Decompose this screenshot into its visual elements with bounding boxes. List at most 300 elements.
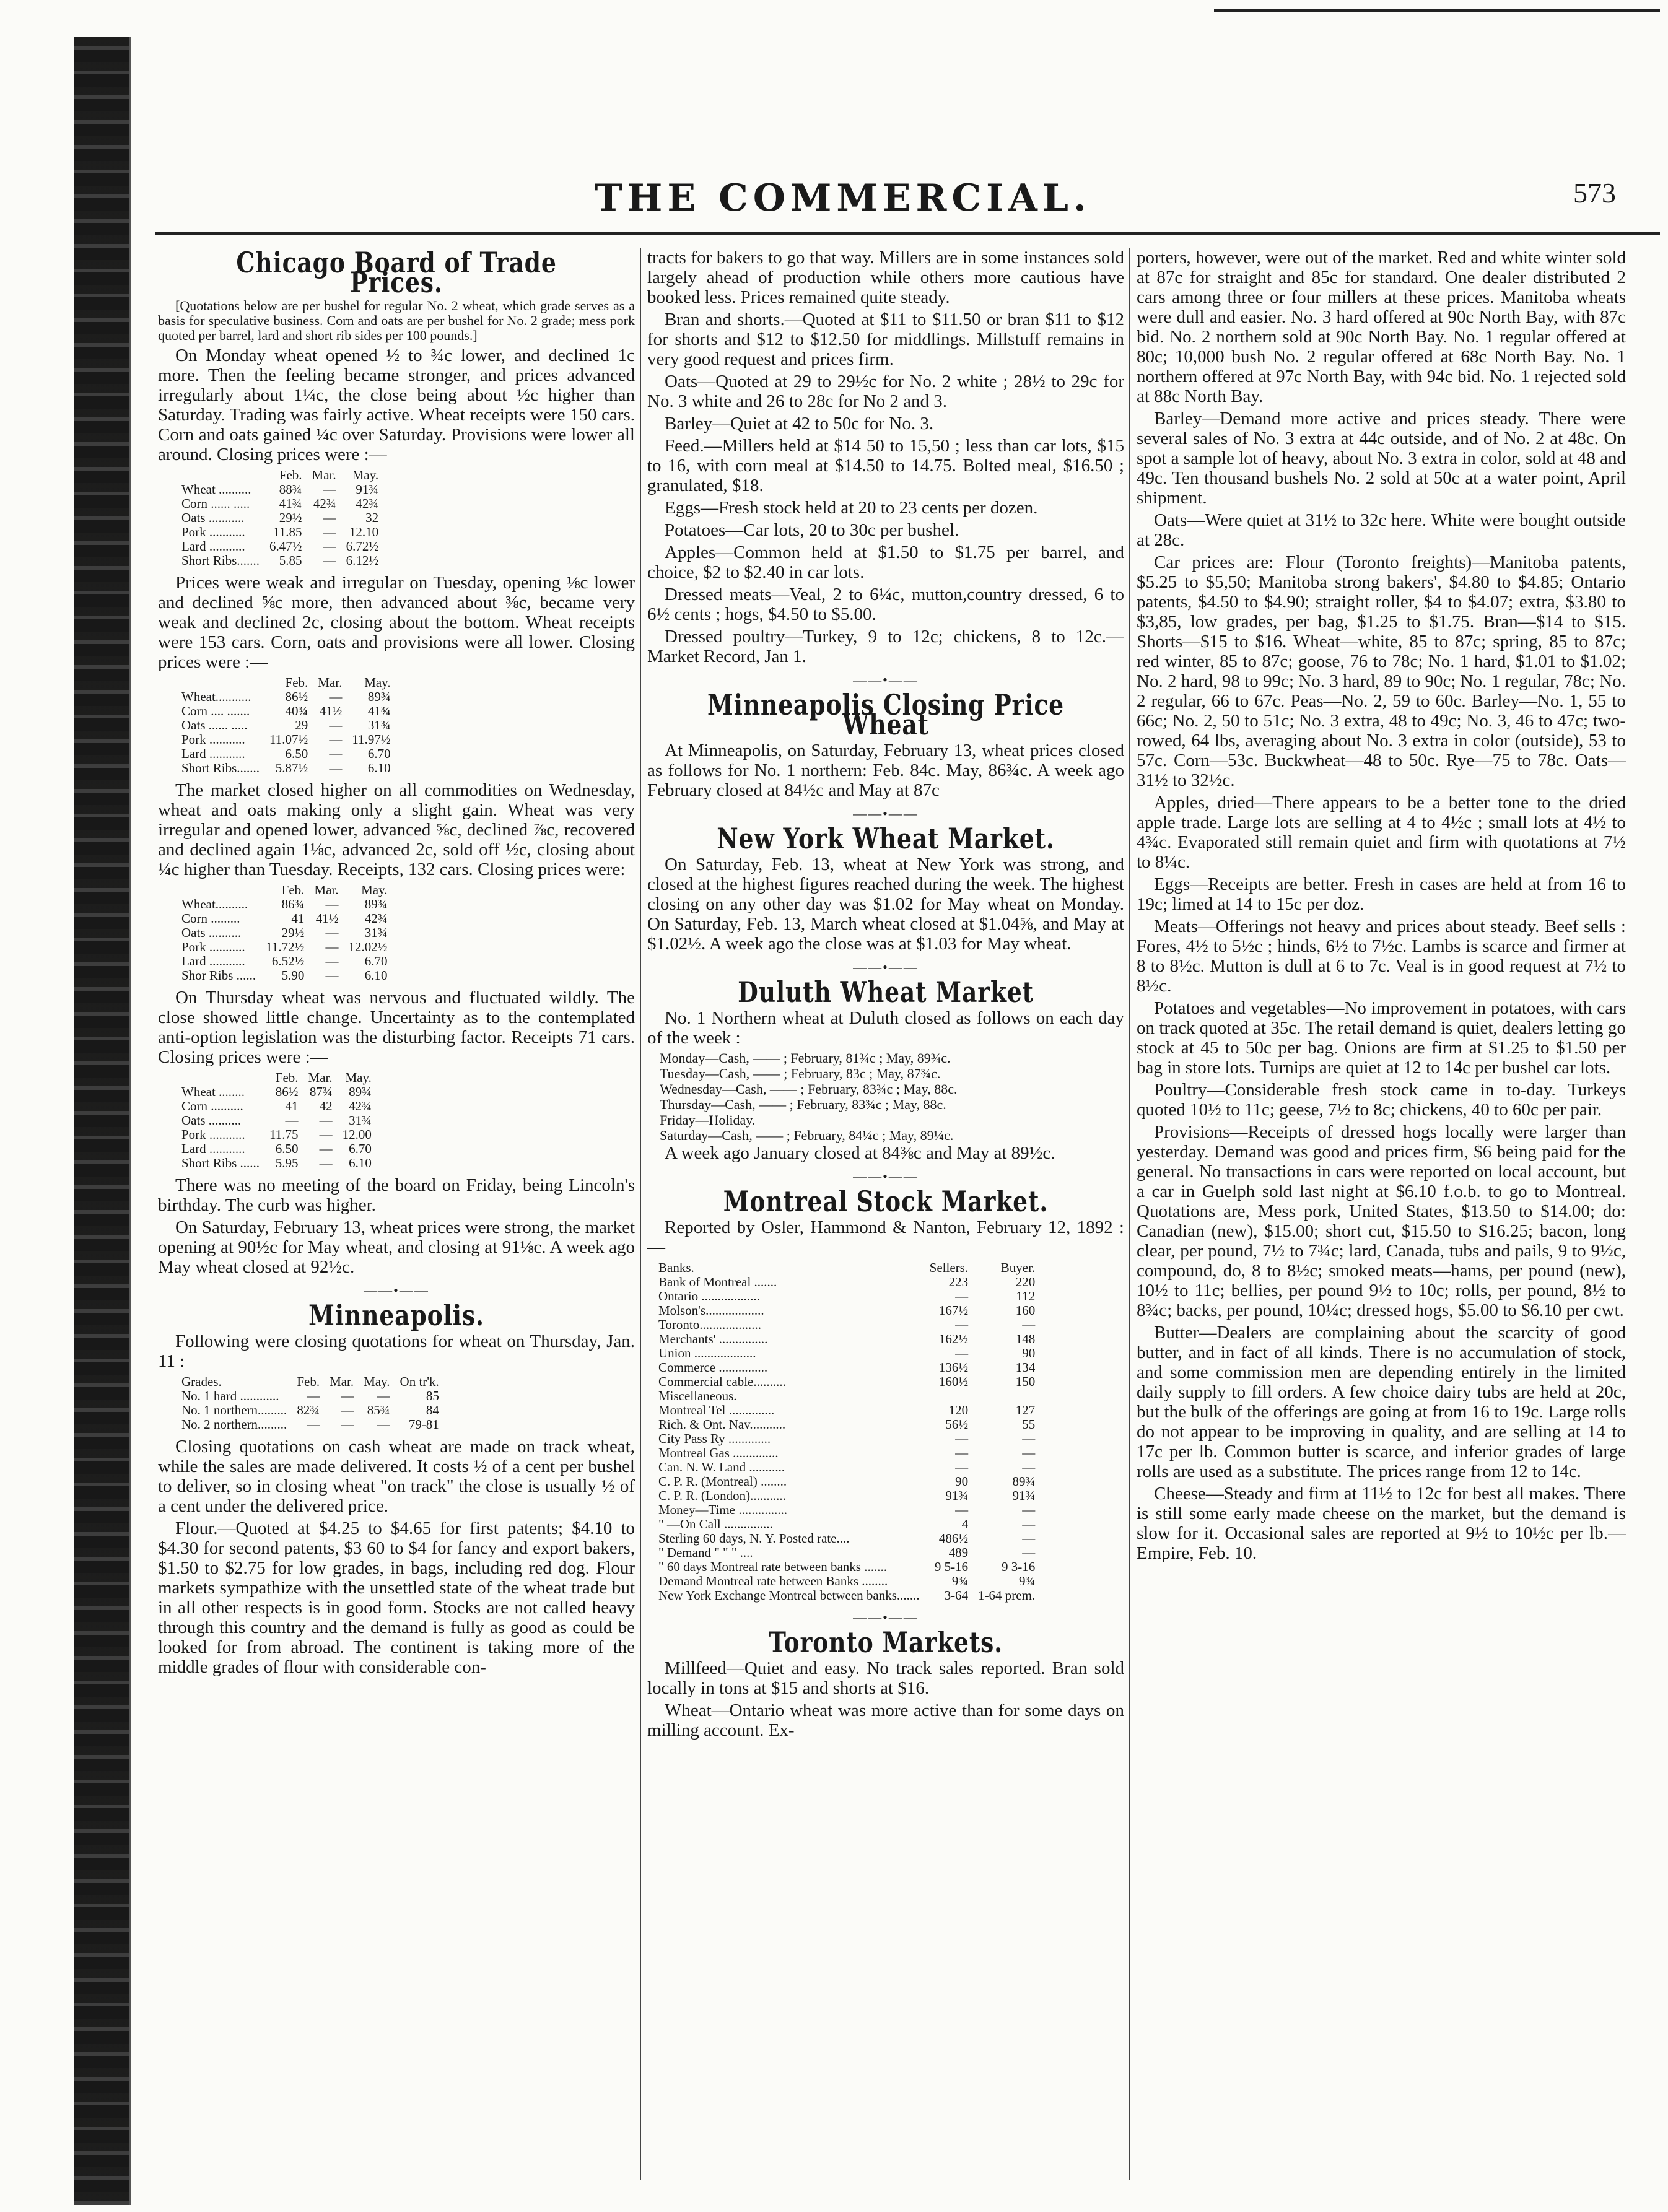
table-row	[653, 1375, 1040, 1389]
price-table	[177, 468, 383, 568]
paragraph: Following were closing quotations for wheat on Thursday, Jan. 11 :	[158, 1331, 635, 1371]
stock-table	[653, 1261, 1040, 1603]
table-cell: 32	[365, 510, 379, 525]
column-header: Mar.	[318, 675, 343, 690]
table-cell: —	[329, 718, 343, 733]
column-header: Feb.	[285, 675, 308, 690]
table-cell: —	[1022, 1531, 1036, 1546]
column-header: Feb.	[279, 468, 302, 482]
table-cell: 486½	[938, 1531, 969, 1546]
table-cell: 6.70	[349, 1141, 372, 1156]
table-row	[177, 761, 396, 775]
separator: ——•——	[853, 1169, 919, 1184]
separator: ——•——	[853, 672, 919, 687]
table-row	[653, 1460, 1040, 1474]
table-cell: 41½	[315, 911, 339, 926]
table-cell: —	[325, 897, 339, 912]
table-cell: —	[955, 1431, 969, 1446]
column-header: Feb.	[275, 1070, 299, 1085]
table-cell: —	[955, 1502, 969, 1517]
paragraph: Apples—Common held at $1.50 to $1.75 per barrel, and choice, $2 to $2.40 in car lots.	[647, 542, 1124, 582]
scan-binding-edge	[74, 37, 130, 2205]
table-cell: 88¾	[279, 482, 302, 497]
list-item: Saturday—Cash, —— ; February, 84¼c ; May, 89¼c.	[660, 1128, 954, 1143]
table-cell: —	[1022, 1431, 1036, 1446]
paragraph: Cheese—Steady and firm at 11½ to 12c for best all makes. There is still some early made cheese on the market, but the demand is slow for it. Occasional sales are reported at 9½ to 10½c per lb.—Empire, Feb. 10.	[1137, 1484, 1626, 1563]
table-row	[177, 525, 383, 539]
table-cell: —	[1022, 1502, 1036, 1517]
table-cell: 127	[1015, 1403, 1036, 1417]
table-row	[177, 747, 396, 761]
paragraph: Wheat—Ontario wheat was more active than for some days on milling account. Ex-	[647, 1700, 1124, 1740]
row-label: Oats ...... .....	[181, 718, 248, 733]
paragraph: At Minneapolis, on Saturday, February 13, wheat prices closed as follows for No. 1 northern: Feb. 84c. May, 86¾c. A week ago February closed at 84½c and May at 87c	[647, 741, 1124, 800]
paragraph: The market closed higher on all commodities on Wednesday, wheat and oats making only a slight gain. Wheat was very irregular and opened lower, advanced ⅝c, declined ⅞c, recovered and declined again 1⅛c, advanced 2c, sold off ½c, closing about ¼c higher than Tuesday. Receipts, 132 cars. Closing prices were:	[158, 780, 635, 879]
table-row	[177, 1113, 377, 1128]
column-header	[177, 468, 264, 482]
column-header: Mar.	[314, 882, 339, 897]
table-cell: 5.85	[279, 553, 302, 568]
row-label: Montreal Tel ..............	[658, 1403, 775, 1417]
table-cell: 136½	[938, 1360, 969, 1375]
table-cell: 42¾	[349, 1099, 372, 1113]
table-row	[177, 539, 383, 554]
table-row	[177, 1085, 377, 1099]
paragraph: Butter—Dealers are complaining about the scarcity of good butter, and in fact of all kinds. There is no accumulation of stock, and some commission men are depending entirely in the limited daily supply to fill orders. A few choice dairy tubs are held at 20c, but the bulk of the offerings are going at from 16 to 19c. Large rolls do not appear to be improving in quality, and are selling at 14 to 17c per lb. Common butter is scarce, and inferior grades of large rolls are used as a substitute. The prices range from 12 to 14c.	[1137, 1323, 1626, 1481]
table-header-row	[177, 468, 383, 482]
table-row	[177, 1128, 377, 1142]
table-cell: 134	[1015, 1360, 1036, 1375]
list-item: Wednesday—Cash, —— ; February, 83¾c ; May, 88c.	[660, 1081, 958, 1097]
paragraph: On Saturday, Feb. 13, wheat at New York was strong, and closed at the highest figures reached during the week. The highest closing on any other day was $1.02 for May wheat on Monday. On Saturday, Feb. 13, March wheat closed at $1.04⅝, and May at $1.02½. A week ago the close was at $1.03 for May wheat.	[647, 855, 1124, 954]
table-row	[177, 926, 393, 940]
row-label: Wheat ..........	[181, 482, 251, 497]
table-cell: 12.10	[349, 525, 379, 539]
column-header: Mar.	[330, 1374, 354, 1389]
table-cell: 41¾	[279, 496, 302, 511]
page-title: THE COMMERCIAL.	[595, 176, 1091, 220]
column-2	[647, 248, 1124, 2198]
column-header: Sellers.	[929, 1260, 969, 1275]
table-cell: —	[329, 732, 343, 747]
table-row	[177, 954, 393, 969]
table-cell: 9¾	[951, 1574, 969, 1588]
table-row	[177, 733, 396, 747]
column-1	[158, 248, 635, 2198]
table-cell: —	[285, 1113, 299, 1128]
table-row	[177, 1389, 444, 1403]
row-label: Wheat...........	[181, 689, 251, 704]
table-cell: 86½	[285, 689, 308, 704]
row-label: Oats ...........	[181, 510, 245, 525]
column-divider	[1129, 248, 1130, 2180]
table-cell: 112	[1016, 1289, 1036, 1304]
row-label: " —On Call ...............	[658, 1517, 773, 1531]
table-row	[177, 511, 383, 525]
table-cell: 5.90	[281, 968, 305, 983]
table-cell: —	[341, 1403, 354, 1417]
paragraph: On Monday wheat opened ½ to ¾c lower, and declined 1c more. Then the feeling became stronger, and prices advanced irregularly about 1¼c, the close being about ½c higher than Saturday. Trading was fairly active. Wheat receipts were 150 cars. Corn and oats gained ¼c over Saturday. Provisions were lower all around. Closing prices were :—	[158, 346, 635, 464]
table-cell: 6.10	[367, 760, 391, 775]
table-cell: —	[955, 1460, 969, 1474]
table-cell: 5.95	[275, 1156, 299, 1170]
paragraph: porters, however, were out of the market. Red and white winter sold at 87c for straight and 85c for standard. One dealer distributed 2 cars among three or four millers at these prices. Manitoba wheats were dull and easier. No. 3 hard offered at 90c North Bay, with 87c bid. No. 2 northern sold at 90c North Bay. No. 1 regular offered at 80c; 10,000 bush No. 2 regular offered at 68c North Bay. No. 1 northern offered at 97c North Bay, with 94c bid. No. 1 rejected sold at 88c North Bay.	[1137, 248, 1626, 406]
table-cell: —	[325, 939, 339, 954]
table-cell: 162½	[938, 1331, 969, 1346]
table-cell: 11.85	[273, 525, 302, 539]
table-row	[177, 1156, 377, 1170]
table-cell: 41½	[319, 703, 343, 718]
table-cell: —	[329, 689, 343, 704]
row-label: Wheat..........	[181, 897, 248, 912]
table-cell: 3-64	[944, 1588, 969, 1603]
row-label: Pork ...........	[181, 1127, 245, 1142]
table-cell: 6.12½	[346, 553, 379, 568]
table-row	[653, 1389, 1040, 1403]
table-row	[653, 1588, 1040, 1603]
paragraph: There was no meeting of the board on Friday, being Lincoln's birthday. The curb was higher.	[158, 1175, 635, 1215]
paragraph: Potatoes—Car lots, 20 to 30c per bushel.	[665, 520, 959, 540]
row-label: " 60 days Montreal rate between banks .......	[658, 1559, 887, 1574]
row-label: Shor Ribs ......	[181, 968, 256, 983]
paragraph: Provisions—Receipts of dressed hogs locally were larger than yesterday. Demand was good and prices firm, $6 being paid for the general. No transactions in cars were reported on local account, but a car in Guelph sold last night at $6.10 f.o.b. to go to Montreal. Quotations are, Mess pork, United States, $13.50 to $14.00; do: Canadian (new), $15.00; short cut, $15.50 to $16.25; bacon, long clear, per pound, 7½ to 7¾c; lard, Canada, tubs and pails, 9 to 9½c, compound, do, 8 to 8½c; smoked meats—hams, per pound (new), 10½ to 11c; bellies, per pound 9½ to 10c; rolls, per pound, 8½ to 8¾c; backs, per pound, 10¼c; dressed hogs, $5.00 to $6.10 per cwt.	[1137, 1122, 1626, 1320]
row-label: Toronto...................	[658, 1317, 761, 1332]
table-cell: 85¾	[367, 1403, 390, 1417]
table-cell: 41	[291, 911, 305, 926]
row-label: No. 1 hard ............	[181, 1388, 279, 1403]
table-cell: 223	[948, 1274, 969, 1289]
table-cell: 6.70	[364, 954, 388, 969]
table-header-row	[177, 883, 393, 897]
table-cell: 6.70	[367, 746, 391, 761]
table-row	[177, 1403, 444, 1417]
table-row	[177, 1099, 377, 1113]
table-cell: 9 5-16	[934, 1559, 969, 1574]
row-label: Corn .... .......	[181, 703, 250, 718]
table-row	[177, 497, 383, 511]
row-label: Corn ...... .....	[181, 496, 250, 511]
column-header: May.	[352, 468, 379, 482]
section-title: Minneapolis.	[308, 1299, 484, 1332]
table-cell: —	[319, 1141, 333, 1156]
column-header	[177, 676, 264, 690]
table-cell: 11.72½	[266, 939, 305, 954]
table-row	[653, 1289, 1040, 1304]
column-header: May.	[364, 1374, 390, 1389]
paragraph: Barley—Quiet at 42 to 50c for No. 3.	[665, 414, 934, 433]
column-header: On tr'k.	[400, 1374, 439, 1389]
table-cell: —	[341, 1417, 354, 1432]
row-label: Commerce ...............	[658, 1360, 768, 1375]
list-item: Monday—Cash, —— ; February, 81¾c ; May, 89¾c.	[660, 1050, 951, 1066]
table-cell: —	[377, 1417, 390, 1432]
row-label: Demand Montreal rate between Banks ........	[658, 1574, 888, 1588]
table-row	[653, 1474, 1040, 1489]
table-row	[177, 718, 396, 733]
table-cell: —	[319, 1127, 333, 1142]
table-row	[177, 940, 393, 954]
row-label: C. P. R. (London)...........	[658, 1488, 786, 1503]
row-label: Lard ...........	[181, 954, 245, 969]
column-header: Feb.	[281, 882, 305, 897]
table-cell: 489	[948, 1545, 969, 1560]
row-label: Corn ..........	[181, 1099, 243, 1113]
table-row	[177, 704, 396, 718]
row-label: Money—Time ...............	[658, 1502, 788, 1517]
table-row	[653, 1432, 1040, 1446]
table-cell: 41	[285, 1099, 299, 1113]
separator: ——•——	[853, 806, 919, 821]
table-row	[177, 690, 396, 704]
table-cell: 42¾	[356, 496, 379, 511]
row-label: Ontario ..................	[658, 1289, 760, 1304]
table-cell: —	[955, 1289, 969, 1304]
table-cell: —	[323, 553, 336, 568]
price-table	[177, 883, 393, 983]
column-header: Banks.	[658, 1260, 694, 1275]
table-row	[653, 1346, 1040, 1361]
table-cell: 6.10	[364, 968, 388, 983]
page-number: 573	[1573, 177, 1616, 209]
paragraph: Closing quotations on cash wheat are made on track wheat, while the sales are made delivered. It costs ½ of a cent per bushel to deliver, so in closing wheat "on track" the close is usually ½ of a cent under the delivered price.	[158, 1437, 635, 1516]
table-cell: 9¾	[1018, 1574, 1036, 1588]
table-cell: 91¾	[945, 1488, 969, 1503]
table-row	[177, 1142, 377, 1156]
paragraph: Eggs—Fresh stock held at 20 to 23 cents per dozen.	[665, 498, 1038, 518]
paragraph: Potatoes and vegetables—No improvement in potatoes, with cars on track quoted at 35c. The retail demand is quiet, dealers letting go stock at 45 to 50c per bag. Onions are firm at $1.25 to $1.50 per bag in store lots. Turnips are quiet at 12 to 14c per bushel car lots.	[1137, 998, 1626, 1078]
top-rule	[1214, 9, 1660, 12]
paragraph: Car prices are: Flour (Toronto freights)—Manitoba patents, $5.25 to $5,50; Manitoba strong bakers', $4.80 to $4.85; Ontario patents, $4.50 to $4.90; straight roller, $4 to $4.07; extra, $3.80 to $3,85, low grades, per bag, $1.25 to $1.75. Bran—$14 to $15. Shorts—$15 to $16. Wheat—white, 85 to 87c; spring, 85 to 87c; red winter, 85 to 87c; goose, 76 to 78c; No. 1 hard, $1.01 to $1.02; No. 2 hard, 98 to 99c; No. 3 hard, 89 to 90c; No. 1 regular, 78c; No. 2 regular, 66 to 67c. Peas—No. 2, 59 to 60c. Barley—No. 1, 55 to 66c; No. 2, 50 to 51c; No. 3 extra, 48 to 49c; No. 3, 46 to 47c; two-rowed, 64 lbs, averaging about No. 3 extra in color (outside), 53 to 57c. Corn—53c. Buckwheat—48 to 50c. Rye—75 to 78c. Oats—31½ to 32½c.	[1137, 552, 1626, 790]
table-cell: —	[323, 482, 336, 497]
row-label: Corn .........	[181, 911, 240, 926]
table-cell: —	[377, 1388, 390, 1403]
list-item: Thursday—Cash, —— ; February, 83¾c ; May, 88c.	[660, 1097, 946, 1112]
paragraph: Barley—Demand more active and prices steady. There were several sales of No. 3 extra at 44c outside, and of No. 2 at 48c. On spot a sample lot of heavy, about No. 3 extra in color, sold at 48 and 49c. Ten thousand bushels No. 2 sold at 50c at a water point, April shipment.	[1137, 409, 1626, 508]
row-label: Short Ribs.......	[181, 760, 260, 775]
table-cell: —	[329, 746, 343, 761]
table-cell: 12.00	[342, 1127, 372, 1142]
table-cell: —	[955, 1346, 969, 1361]
table-header-row	[177, 676, 396, 690]
paragraph: On Saturday, February 13, wheat prices were strong, the market opening at 90½c for May wheat, and closing at 91⅛c. A week ago May wheat closed at 92½c.	[158, 1217, 635, 1277]
table-cell: 11.07½	[269, 732, 308, 747]
table-row	[177, 482, 383, 497]
table-row	[653, 1275, 1040, 1289]
paragraph: Bran and shorts.—Quoted at $11 to $11.50 or bran $11 to $12 for shorts and $12 to $12.50 for middlings. Millstuff remains in very good request and prices firm.	[647, 310, 1124, 369]
row-label: Sterling 60 days, N. Y. Posted rate....	[658, 1531, 850, 1546]
table-cell: 90	[1022, 1346, 1036, 1361]
table-cell: —	[1022, 1460, 1036, 1474]
paragraph: Poultry—Considerable fresh stock came in to-day. Turkeys quoted 10½ to 11c; geese, 7½ to 8c; chickens, 40 to 60c per pair.	[1137, 1080, 1626, 1120]
paragraph: No. 1 Northern wheat at Duluth closed as follows on each day of the week :	[647, 1008, 1124, 1048]
table-cell: —	[319, 1113, 333, 1128]
table-cell: 1-64 prem.	[978, 1588, 1036, 1603]
price-table	[177, 1071, 377, 1170]
table-cell: —	[1022, 1445, 1036, 1460]
table-cell: 89¾	[367, 689, 391, 704]
table-cell: —	[955, 1317, 969, 1332]
table-row	[653, 1318, 1040, 1332]
table-cell: 167½	[938, 1303, 969, 1318]
table-cell: 6.72½	[346, 539, 379, 554]
paragraph: On Thursday wheat was nervous and fluctuated wildly. The close showed little change. Uncertainty as to the contemplated anti-option legislation was the disturbing factor. Receipts 71 cars. Closing prices were :—	[158, 988, 635, 1067]
table-cell: —	[1022, 1545, 1036, 1560]
table-cell: 79-81	[408, 1417, 439, 1432]
table-row	[177, 969, 393, 983]
paragraph: Feed.—Millers held at $14 50 to 15,50 ; less than car lots, $15 to 16, with corn meal at $14.50 to 14.75. Bolted meal, $16.50 ; granulated, $18.	[647, 436, 1124, 495]
table-cell: —	[341, 1388, 354, 1403]
table-cell: 29½	[281, 925, 305, 940]
table-cell: 6.10	[349, 1156, 372, 1170]
row-label: Miscellaneous.	[658, 1388, 737, 1403]
paragraph: Eggs—Receipts are better. Fresh in cases are held at from 16 to 19c; limed at 14 to 15c per doz.	[1137, 874, 1626, 914]
column-header: Buyer.	[1000, 1260, 1036, 1275]
paragraph: Oats—Were quiet at 31½ to 32c here. White were bought outside at 28c.	[1137, 510, 1626, 550]
row-label: Short Ribs.......	[181, 553, 260, 568]
column-header: Mar.	[308, 1070, 333, 1085]
table-cell: 4	[961, 1517, 969, 1531]
list-item: Friday—Holiday.	[660, 1112, 756, 1128]
table-cell: 91¾	[1012, 1488, 1036, 1503]
row-label: Merchants' ...............	[658, 1331, 768, 1346]
price-table	[177, 1375, 444, 1432]
paragraph: A week ago January closed at 84⅜c and May at 89½c.	[665, 1143, 1055, 1163]
table-cell: 31¾	[367, 718, 391, 733]
table-cell: —	[1022, 1517, 1036, 1531]
table-row	[653, 1503, 1040, 1517]
duluth-list	[647, 1050, 1124, 1143]
section-title: Chicago Board of Trade Prices.	[236, 248, 557, 299]
row-label: Union ...................	[658, 1346, 756, 1361]
paragraph: Apples, dried—There appears to be a better tone to the dried apple trade. Large lots are selling at 4 to 4½c ; small lots at 4½ to 4¾c. Evaporated still remain quiet and firm with quotations at 7½ to 8¼c.	[1137, 793, 1626, 872]
row-label: Pork ...........	[181, 525, 245, 539]
section-title: New York Wheat Market.	[717, 822, 1055, 855]
table-cell: —	[323, 539, 336, 554]
table-row	[653, 1546, 1040, 1560]
table-cell: 86¾	[281, 897, 305, 912]
table-cell: —	[955, 1445, 969, 1460]
table-cell: 82¾	[297, 1403, 320, 1417]
row-label: No. 1 northern.........	[181, 1403, 287, 1417]
table-row	[177, 897, 393, 912]
section-title: Minneapolis Closing Price Wheat	[707, 688, 1064, 741]
table-cell: 89¾	[1012, 1474, 1036, 1489]
table-row	[653, 1560, 1040, 1574]
list-item: Tuesday—Cash, —— ; February, 83c ; May, 87¾c.	[660, 1066, 941, 1081]
row-label: Lard ...........	[181, 539, 245, 554]
table-cell: —	[323, 525, 336, 539]
table-row	[653, 1574, 1040, 1588]
section-title: Toronto Markets.	[768, 1626, 1003, 1659]
table-cell: —	[329, 760, 343, 775]
table-row	[653, 1332, 1040, 1346]
table-cell: 90	[955, 1474, 969, 1489]
column-header	[177, 883, 261, 897]
row-label: Lard ...........	[181, 1141, 245, 1156]
scan-edge-line	[129, 37, 131, 2205]
separator: ——•——	[853, 959, 919, 975]
table-row	[653, 1304, 1040, 1318]
table-cell: —	[1022, 1317, 1036, 1332]
table-cell: 56½	[945, 1417, 969, 1432]
row-label: Short Ribs ......	[181, 1156, 260, 1170]
table-cell: 89¾	[364, 897, 388, 912]
row-label: Wheat ........	[181, 1084, 245, 1099]
table-header-row	[653, 1261, 1040, 1275]
table-cell: 91¾	[356, 482, 379, 497]
table-cell: 6.50	[275, 1141, 299, 1156]
table-cell: 29½	[279, 510, 302, 525]
row-label: Montreal Gas ..............	[658, 1445, 779, 1460]
row-label: C. P. R. (Montreal) ........	[658, 1474, 787, 1489]
paragraph: Meats—Offerings not heavy and prices about steady. Beef sells : Fores, 4½ to 5½c ; hinds, 6½ to 7½c. Lambs is scarce and firmer at 8 to 8½c. Mutton is dull at 6 to 7c. Veal is in good request at 7½ to 8½c.	[1137, 917, 1626, 996]
table-header-row	[177, 1071, 377, 1085]
table-cell: 31¾	[349, 1113, 372, 1128]
table-cell: 150	[1015, 1374, 1036, 1389]
table-cell: 42¾	[364, 911, 388, 926]
table-cell: 160½	[938, 1374, 969, 1389]
paragraph: Flour.—Quoted at $4.25 to $4.65 for first patents; $4.10 to $4.30 for second patents, $3 60 to $4 for fancy and export bakers, $1.50 to $2.75 for low grades, in bags, including red dog. Flour markets sympathize with the unsettled state of the wheat trade but in all other respects is in good form. Stocks are not called heavy through this country and the demand is fully as good as could be looked for from abroad. The continent is taking more of the middle grades of flour with considerable con-	[158, 1518, 635, 1677]
table-cell: 160	[1015, 1303, 1036, 1318]
table-cell: 87¾	[309, 1084, 333, 1099]
row-label: Pork ...........	[181, 732, 245, 747]
table-cell: 55	[1022, 1417, 1036, 1432]
column-header: Mar.	[312, 468, 336, 482]
separator: ——•——	[853, 1609, 919, 1625]
row-label: Bank of Montreal .......	[658, 1274, 777, 1289]
table-cell: 41¾	[367, 703, 391, 718]
table-row	[653, 1489, 1040, 1503]
table-cell: 6.52½	[271, 954, 305, 969]
note: [Quotations below are per bushel for regular No. 2 wheat, which grade serves as a basis for speculative business. Corn and oats are per bushel for No. 2 grade; mess pork quoted per barrel, lard and short rib sides per 100 pounds.]	[158, 298, 635, 343]
row-label: Commercial cable..........	[658, 1374, 786, 1389]
section-title: Montreal Stock Market.	[723, 1185, 1049, 1218]
table-cell: 42¾	[313, 496, 336, 511]
row-label: " Demand " " " ....	[658, 1545, 753, 1560]
paragraph: Dressed meats—Veal, 2 to 6¼c, mutton,country dressed, 6 to 6½ cents ; hogs, $4.50 to $5.00.	[647, 585, 1124, 624]
paragraph: Reported by Osler, Hammond & Nanton, February 12, 1892 :—	[647, 1217, 1124, 1257]
table-cell: 85	[426, 1388, 439, 1403]
column-header: Feb.	[297, 1374, 320, 1389]
column-3	[1137, 248, 1626, 2198]
row-label: Oats ..........	[181, 925, 242, 940]
table-cell: 84	[426, 1403, 439, 1417]
table-cell: —	[323, 510, 336, 525]
table-cell: 11.97½	[352, 732, 391, 747]
column-header: May.	[361, 882, 388, 897]
table-row	[653, 1361, 1040, 1375]
table-cell: —	[307, 1388, 320, 1403]
table-cell: 31¾	[364, 925, 388, 940]
paragraph: Dressed poultry—Turkey, 9 to 12c; chickens, 8 to 12c.—Market Record, Jan 1.	[647, 627, 1124, 666]
table-row	[177, 1417, 444, 1432]
table-cell: —	[319, 1156, 333, 1170]
table-cell: 29	[295, 718, 308, 733]
table-cell: 9 3-16	[1001, 1559, 1036, 1574]
table-row	[653, 1517, 1040, 1531]
column-header	[177, 1071, 264, 1085]
table-header-row	[177, 1375, 444, 1389]
table-cell: 42	[319, 1099, 333, 1113]
table-cell: —	[307, 1417, 320, 1432]
paragraph: Prices were weak and irregular on Tuesday, opening ⅛c lower and declined ⅝c more, then advanced about ⅜c, became very weak and declined 2c, closing about the bottom. Wheat receipts were 153 cars. Corn, oats and provisions were all lower. Closing prices were :—	[158, 573, 635, 672]
paragraph: Millfeed—Quiet and easy. No track sales reported. Bran sold locally in tons at $15 and shorts at $16.	[647, 1658, 1124, 1698]
row-label: City Pass Ry .............	[658, 1431, 771, 1446]
table-row	[653, 1403, 1040, 1417]
table-cell: 6.47½	[269, 539, 302, 554]
table-cell: 5.87½	[275, 760, 308, 775]
table-row	[177, 912, 393, 926]
